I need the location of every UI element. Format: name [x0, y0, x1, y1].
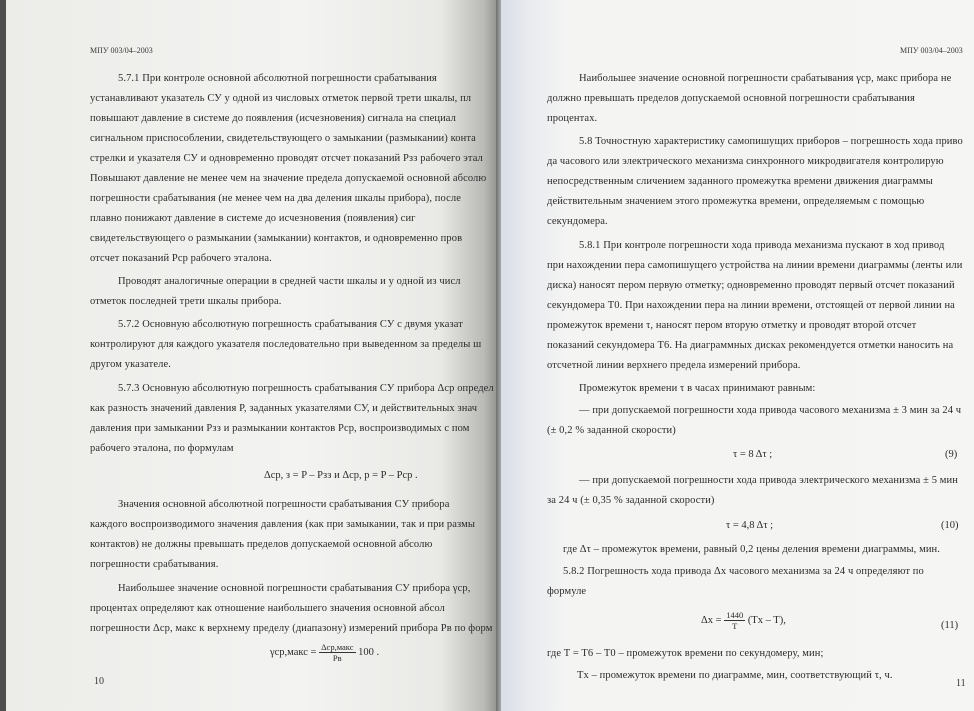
right-page-header: МПУ 003/04–2003	[900, 46, 963, 55]
right-line: секундомера.	[547, 216, 608, 227]
right-line: должно превышать пределов допускаемой основной погрешности срабатывания	[547, 93, 915, 104]
left-line: Проводят аналогичные операции в средней части шкалы и у одной из числ	[118, 276, 461, 287]
left-line: устанавливают указатель СУ у одной из числовых отметок первой трети шкалы, пл	[90, 93, 472, 104]
right-line: Tx – промежуток времени по диаграмме, мин, соответствующий τ, ч.	[577, 670, 893, 681]
right-line: где Δτ – промежуток времени, равный 0,2 цены деления времени диаграммы, мин.	[563, 544, 940, 555]
left-line: погрешности срабатывания (не менее чем на два деления шкалы прибора), после	[90, 193, 461, 204]
left-line: каждого воспроизводимого значения давления (как при замыкании, так и при размы	[90, 519, 476, 530]
left-line: плавно понижают давление в системе до исчезновения (появления) сиг	[90, 213, 416, 224]
formula-11-fraction	[724, 610, 745, 631]
left-line: Значения основной абсолютной погрешности срабатывания СУ прибора	[118, 499, 450, 510]
formula-11-lhs: Δх =	[701, 614, 722, 626]
right-line: диска) наносят пером первую отметку; одновременно проводят первый отсчет показаний	[547, 280, 955, 291]
right-line: непосредственным сличением заданного промежутка времени движения диаграммы	[547, 176, 933, 187]
left-line: сигнальном приспособлении, свидетельствующего о замыкании (размыкании) конта	[90, 133, 476, 144]
left-line: давления при замыкании Pзз и размыкании контактов Pср, воспроизводимых с пом	[90, 423, 470, 434]
formula-delta: Δср, з = P – Pзз и Δср, р = P – Pср .	[264, 470, 418, 481]
formula-10: τ = 4,8 Δτ ;	[726, 520, 774, 531]
left-line: рабочего эталона, по формулам	[90, 443, 234, 454]
left-line: 5.7.3 Основную абсолютную погрешность срабатывания СУ прибора Δср определ	[118, 383, 494, 394]
right-page	[501, 0, 974, 711]
left-line: погрешности срабатывания.	[90, 559, 219, 570]
right-line: 5.8.1 При контроле погрешности хода привода механизма пускают в ход привод	[579, 240, 945, 251]
left-line: отметок последней трети шкалы прибора.	[90, 296, 282, 307]
formula-10-number: (10)	[941, 520, 959, 531]
left-line: 5.7.1 При контроле основной абсолютной погрешности срабатывания	[118, 73, 437, 84]
formula-11-denominator: T	[732, 621, 738, 631]
right-line: показаний секундомера T6. На диаграммных дисках рекомендуется отметки наносить на	[547, 340, 954, 351]
right-line: промежуток времени τ, наносят пером вторую отметку и проводят второй отсчет	[547, 320, 917, 331]
formula-gamma	[270, 642, 379, 663]
formula-11-rhs: (Tx – T),	[747, 614, 786, 626]
right-line: (± 0,2 % заданной скорости)	[547, 425, 676, 436]
right-line: формуле	[547, 586, 587, 597]
formula-gamma-denominator: Pв	[332, 653, 342, 663]
right-line: процентах.	[547, 113, 598, 124]
formula-11-number: (11)	[941, 620, 959, 631]
left-line: свидетельствующего о размыкании (замыкании) контактов, и одновременно пров	[90, 233, 463, 244]
left-line: Наибольшее значение основной погрешности срабатывания СУ прибора γср,	[118, 583, 471, 594]
right-line: да часового или электрического механизма синхронного микродвигателя контролирую	[547, 156, 944, 167]
left-line: стрелки и указателя СУ и одновременно проводят отсчет показаний Pзз рабочего этал	[90, 153, 483, 164]
right-line: при нахождении пера самопишущего устройства на линии времени диаграммы (ленты или	[547, 260, 963, 271]
formula-9: τ = 8 Δτ ;	[733, 449, 773, 460]
right-line: секундомера T0. При нахождении пера на линии времени, отстоящей от первой линии на	[547, 300, 955, 311]
right-line: Наибольшее значение основной погрешности срабатывания γср, макс прибора не	[579, 73, 952, 84]
formula-gamma-rhs: 100 .	[358, 646, 380, 658]
right-page-number: 11	[956, 678, 966, 689]
left-line: Повышают давление не менее чем на значение предела допускаемой основной абсолю	[90, 173, 487, 184]
right-line: действительным значением этого промежутка времени, определяемым с помощью	[547, 196, 925, 207]
formula-gamma-numerator: Δср,макс	[321, 642, 354, 652]
right-line: — при допускаемой погрешности хода привода часового механизма ± 3 мин за 24 ч	[579, 405, 962, 416]
right-line: 5.8.2 Погрешность хода привода Δх часового механизма за 24 ч определяют по	[563, 566, 924, 577]
formula-11	[701, 610, 786, 631]
left-line: другом указателе.	[90, 359, 171, 370]
left-line: процентах определяют как отношение наибольшего значения основной абсол	[90, 603, 445, 614]
left-page-header: МПУ 003/04–2003	[90, 46, 153, 55]
right-line: где T = T6 – T0 – промежуток времени по секундомеру, мин;	[547, 648, 824, 659]
formula-11-numerator: 1440	[726, 610, 744, 620]
right-line: отсчетной линии верхнего предела измерений прибора.	[547, 360, 801, 371]
formula-gamma-lhs: γср,макс =	[270, 646, 317, 658]
left-line: отсчет показаний Pср рабочего эталона.	[90, 253, 272, 264]
left-line: 5.7.2 Основную абсолютную погрешность срабатывания СУ с двумя указат	[118, 319, 463, 330]
left-page-number: 10	[94, 676, 104, 687]
right-line: 5.8 Точностную характеристику самопишущих приборов – погрешность хода приво	[579, 136, 963, 147]
formula-gamma-fraction	[319, 642, 355, 663]
left-line: контролируют для каждого указателя последовательно при выведенном за пределы ш	[90, 339, 482, 350]
right-line: Промежуток времени τ в часах принимают равным:	[579, 383, 816, 394]
left-line: контактов) не должны превышать пределов допускаемой основной абсолю	[90, 539, 433, 550]
left-page	[6, 0, 499, 711]
left-line: погрешности Δср, макс к верхнему пределу (диапазону) измерений прибора Pв по форм	[90, 623, 493, 634]
formula-9-number: (9)	[945, 449, 958, 460]
left-line: как разность значений давления P, заданных указателями СУ, и действительных знач	[90, 403, 478, 414]
right-line: — при допускаемой погрешности хода привода электрического механизма ± 5 мин	[579, 475, 958, 486]
right-line: за 24 ч (± 0,35 % заданной скорости)	[547, 495, 715, 506]
left-line: повышают давление в системе до появления (исчезновения) сигнала на специал	[90, 113, 456, 124]
